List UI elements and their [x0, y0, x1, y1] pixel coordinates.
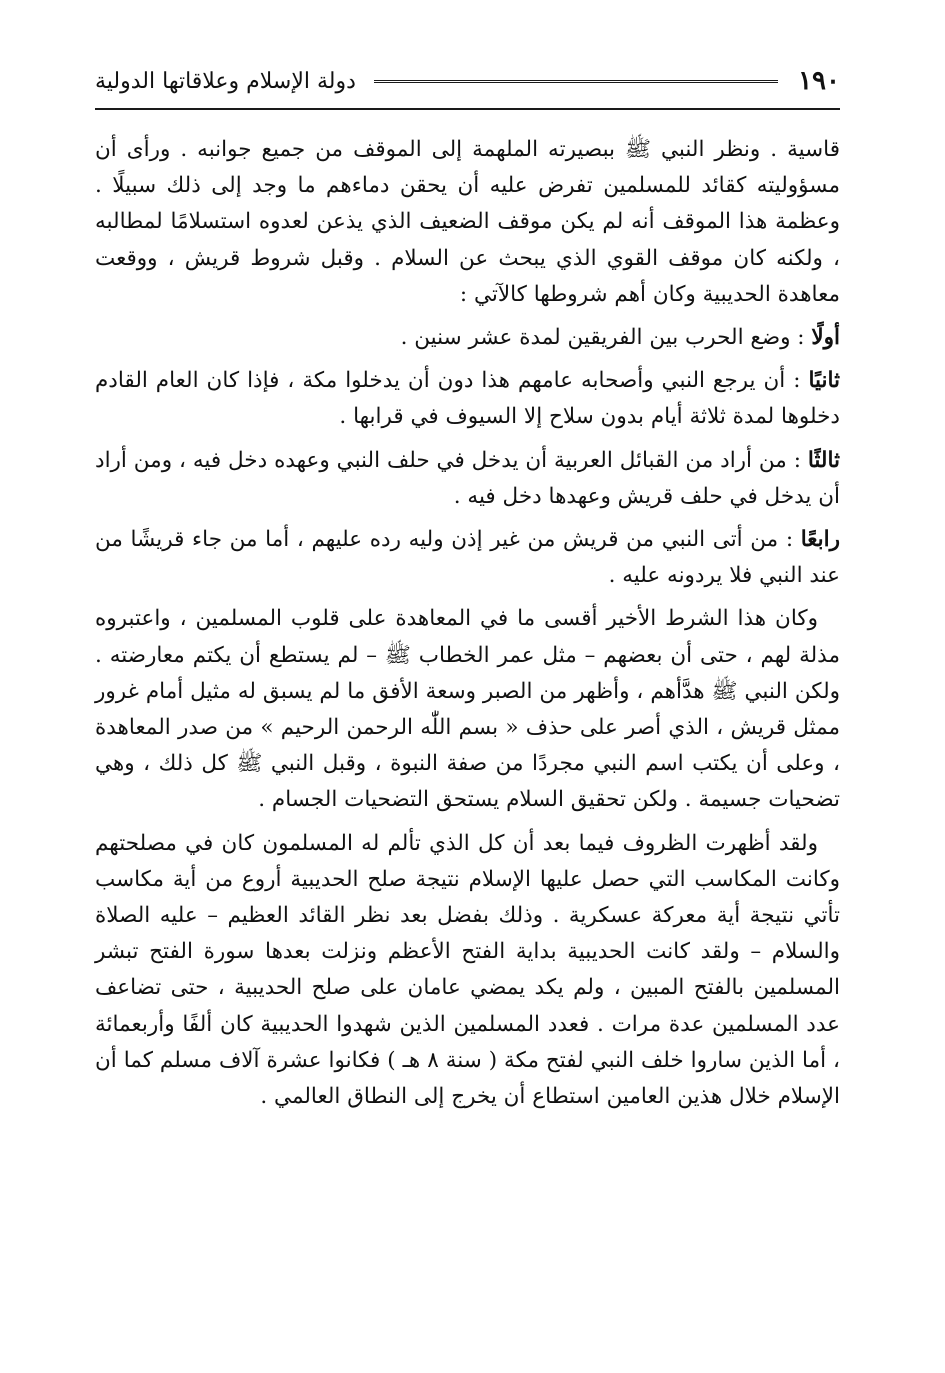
condition-first-label: أولًا — [811, 325, 840, 351]
condition-first-text: : وضع الحرب بين الفريقين لمدة عشر سنين . — [400, 325, 812, 351]
paragraph-reaction: وكان هذا الشرط الأخير أقسى ما في المعاهدة على قلوب المسلمين ، واعتبروه مذلة لهم ، حتى أن بعضهم – مثل عمر الخطاب ﷺ – لم يستطع أن يكتم معارضته . ولكن النبي ﷺ هدَّأهم ، وأظهر من الصبر وسعة الأفق ما لم يسبق له مثيل أمام غرور ممثل قريش ، الذي أصر على حذف « بسم اللّٰه الرحمن الرحيم » من صدر المعاهدة ، وعلى أن يكتب اسم النبي مجردًا من صفة النبوة ، وقبل النبي ﷺ كل ذلك ، وهي تضحيات جسيمة . ولكن تحقيق السلام يستحق التضحيات الجسام . — [95, 606, 840, 813]
header-rule — [374, 80, 778, 83]
condition-second-text: : أن يرجع النبي وأصحابه عامهم هذا دون أن يدخلوا مكة ، فإذا كان العام القادم دخلوها لمدة ثلاثة أيام بدون سلاح إلا السيوف في قرابها . — [95, 368, 840, 430]
condition-third-label: ثالثًا — [807, 447, 840, 473]
page-header — [95, 58, 840, 110]
condition-third — [95, 443, 840, 515]
condition-second — [95, 363, 840, 435]
condition-third-text: : من أراد من القبائل العربية أن يدخل في حلف النبي وعهده دخل فيه ، ومن أراد أن يدخل في حلف قريش وعهدها دخل فيه . — [95, 447, 840, 509]
condition-fourth — [95, 522, 840, 594]
condition-second-label: ثانيًا — [808, 368, 840, 394]
running-title: دولة الإسلام وعلاقاتها الدولية — [95, 68, 356, 94]
condition-first — [95, 320, 840, 356]
condition-fourth-label: رابعًا — [800, 527, 840, 553]
condition-fourth-text: : من أتى النبي من قريش من غير إذن وليه رده عليهم ، أما من جاء قريشًا من عند النبي فلا يردونه عليه . — [95, 527, 840, 589]
book-page — [95, 58, 840, 1348]
page-number: ١٩٠ — [798, 66, 840, 96]
paragraph-outcome: ولقد أظهرت الظروف فيما بعد أن كل الذي تألم له المسلمون كان في مصلحتهم وكانت المكاسب التي حصل عليها الإسلام نتيجة صلح الحديبية أروع من أية مكاسب تأتي نتيجة أية معركة عسكرية . وذلك بفضل بعد نظر القائد العظيم – عليه الصلاة والسلام – ولقد كانت الحديبية بداية الفتح الأعظم ونزلت بعدها سورة الفتح تبشر المسلمين بالفتح المبين ، ولم يكد يمضي عامان على صلح الحديبية ، حتى تضاعف عدد المسلمين عدة مرات . فعدد المسلمين الذين شهدوا الحديبية كان ألفًا وأربعمائة ، أما الذين ساروا خلف النبي لفتح مكة ( سنة ٨ هـ ) فكانوا عشرة آلاف مسلم كما أن الإسلام خلال هذين العامين استطاع أن يخرج إلى النطاق العالمي . — [95, 830, 840, 1110]
body-text — [95, 132, 840, 1115]
paragraph-intro: قاسية . ونظر النبي ﷺ ببصيرته الملهمة إلى الموقف من جميع جوانبه . ورأى أن مسؤوليته كقائد للمسلمين تفرض عليه أن يحقن دماءهم ما وجد إلى ذلك سبيلًا . وعظمة هذا الموقف أنه لم يكن موقف الضعيف الذي يذعن لعدوه استسلامًا لمطالبه ، ولكنه كان موقف القوي الذي يبحث عن السلام . وقبل شروط قريش ، ووقعت معاهدة الحديبية وكان أهم شروطها كالآتي : — [95, 137, 840, 307]
